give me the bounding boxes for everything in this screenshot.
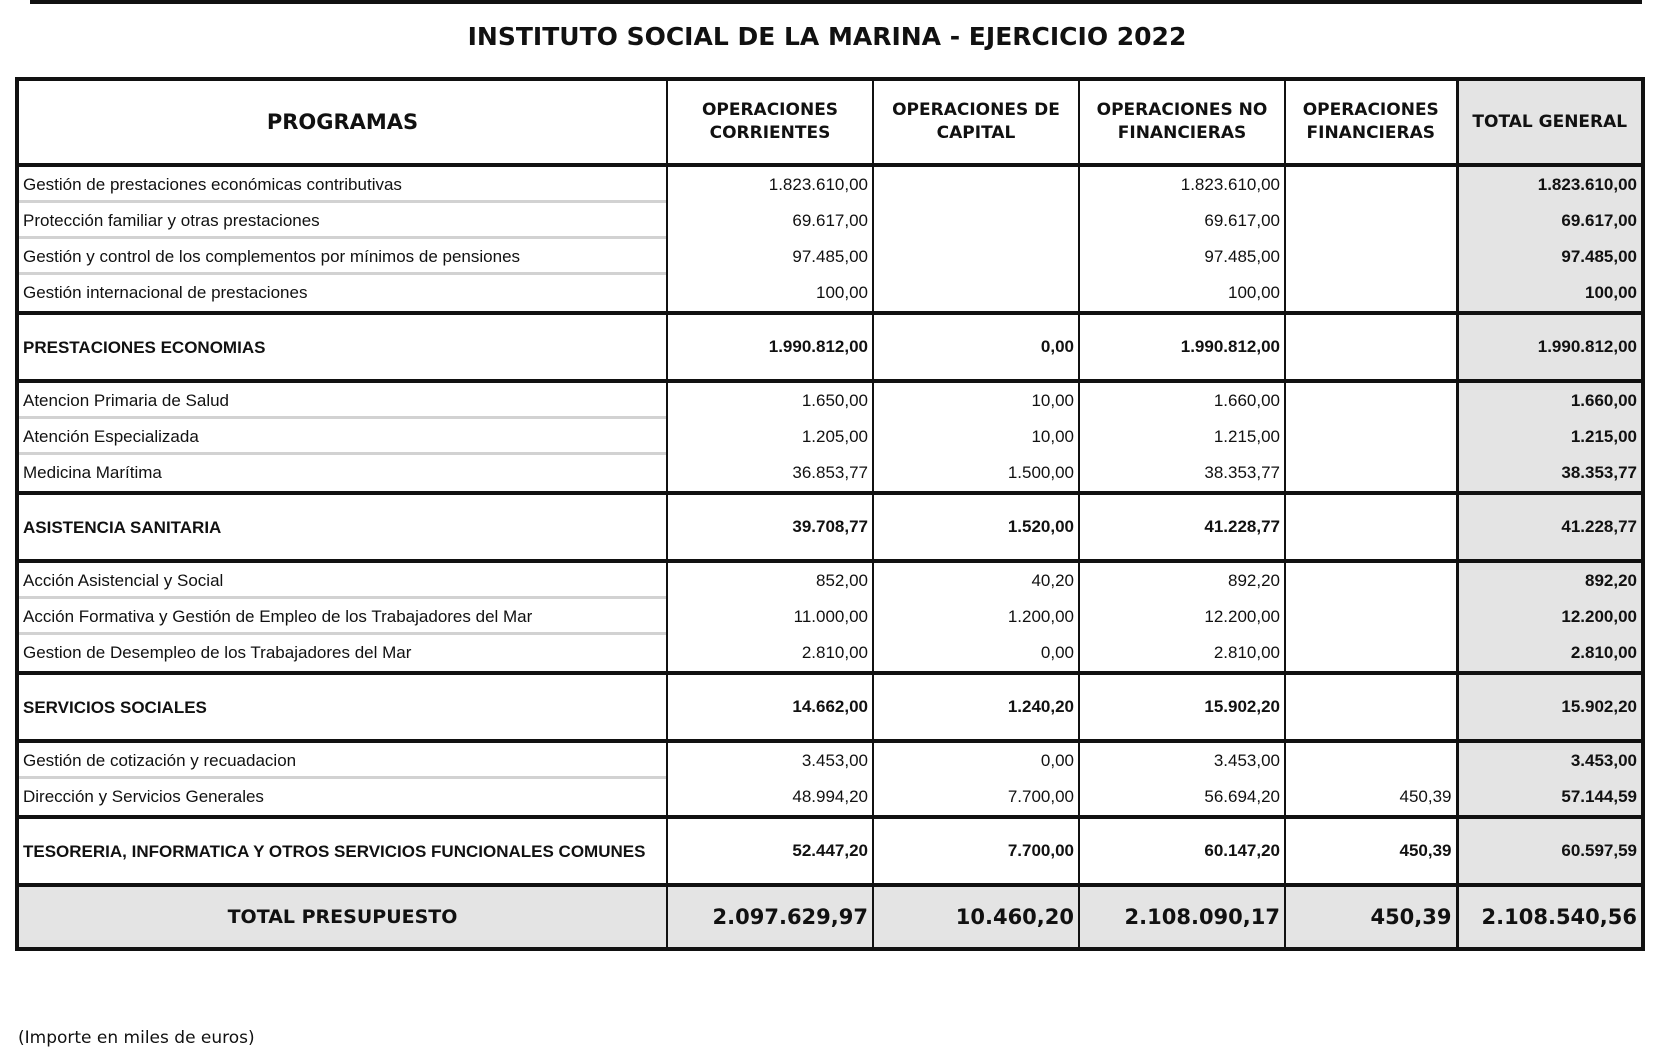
cell-corrientes: 2.097.629,97 — [667, 885, 873, 949]
cell-corrientes: 1.205,00 — [667, 419, 873, 455]
program-name: Gestión y control de los complementos por mínimos de pensiones — [17, 239, 667, 275]
budget-table — [15, 77, 1645, 951]
subtotal-row — [17, 817, 1643, 885]
cell-capital — [873, 165, 1079, 203]
cell-financieras — [1285, 419, 1457, 455]
cell-capital: 0,00 — [873, 313, 1079, 381]
program-name: TOTAL PRESUPUESTO — [17, 885, 667, 949]
header-corrientes: OPERACIONES CORRIENTES — [667, 79, 873, 165]
cell-no-financieras: 3.453,00 — [1079, 741, 1285, 779]
cell-no-financieras: 100,00 — [1079, 275, 1285, 313]
cell-corrientes: 852,00 — [667, 561, 873, 599]
program-name: Atencion Primaria de Salud — [17, 381, 667, 419]
cell-financieras — [1285, 561, 1457, 599]
cell-financieras — [1285, 165, 1457, 203]
cell-capital — [873, 239, 1079, 275]
cell-capital: 1.520,00 — [873, 493, 1079, 561]
top-rule — [30, 0, 1642, 4]
cell-financieras — [1285, 275, 1457, 313]
cell-total: 1.660,00 — [1457, 381, 1643, 419]
cell-financieras: 450,39 — [1285, 779, 1457, 817]
program-name: Atención Especializada — [17, 419, 667, 455]
program-name: ASISTENCIA SANITARIA — [17, 493, 667, 561]
subtotal-row — [17, 313, 1643, 381]
cell-total: 60.597,59 — [1457, 817, 1643, 885]
program-name: Medicina Marítima — [23, 463, 162, 482]
table-row — [17, 635, 1643, 673]
cell-no-financieras: 1.823.610,00 — [1079, 165, 1285, 203]
cell-total: 69.617,00 — [1457, 203, 1643, 239]
cell-total: 15.902,20 — [1457, 673, 1643, 741]
cell-no-financieras: 69.617,00 — [1079, 203, 1285, 239]
cell-corrientes: 1.823.610,00 — [667, 165, 873, 203]
cell-capital: 7.700,00 — [873, 817, 1079, 885]
header-no-financieras: OPERACIONES NO FINANCIERAS — [1079, 79, 1285, 165]
cell-financieras — [1285, 203, 1457, 239]
cell-total: 3.453,00 — [1457, 741, 1643, 779]
table-row — [17, 203, 1643, 239]
cell-corrientes: 1.990.812,00 — [667, 313, 873, 381]
cell-no-financieras: 2.108.090,17 — [1079, 885, 1285, 949]
cell-capital: 0,00 — [873, 741, 1079, 779]
cell-corrientes: 11.000,00 — [667, 599, 873, 635]
table-row — [17, 599, 1643, 635]
header-financieras: OPERACIONES FINANCIERAS — [1285, 79, 1457, 165]
header-programas: PROGRAMAS — [17, 79, 667, 165]
program-name: Acción Formativa y Gestión de Empleo de los Trabajadores del Mar — [17, 599, 667, 635]
cell-capital — [873, 203, 1079, 239]
table-row — [17, 741, 1643, 779]
program-name: Gestión de prestaciones económicas contributivas — [17, 165, 667, 203]
cell-financieras: 450,39 — [1285, 885, 1457, 949]
cell-total: 57.144,59 — [1457, 779, 1643, 817]
program-name: Protección familiar y otras prestaciones — [17, 203, 667, 239]
cell-total: 12.200,00 — [1457, 599, 1643, 635]
cell-financieras — [1285, 239, 1457, 275]
cell-total: 1.990.812,00 — [1457, 313, 1643, 381]
cell-capital: 10.460,20 — [873, 885, 1079, 949]
cell-capital: 1.500,00 — [873, 455, 1079, 493]
program-name: PRESTACIONES ECONOMIAS — [17, 313, 667, 381]
cell-capital: 10,00 — [873, 419, 1079, 455]
header-row — [17, 79, 1643, 165]
cell-corrientes: 2.810,00 — [667, 635, 873, 673]
cell-total: 41.228,77 — [1457, 493, 1643, 561]
program-name: TESORERIA, INFORMATICA Y OTROS SERVICIOS FUNCIONALES COMUNES — [17, 817, 667, 885]
cell-no-financieras: 2.810,00 — [1079, 635, 1285, 673]
cell-financieras — [1285, 741, 1457, 779]
cell-corrientes: 14.662,00 — [667, 673, 873, 741]
cell-capital: 40,20 — [873, 561, 1079, 599]
table-body — [17, 165, 1643, 949]
cell-capital: 7.700,00 — [873, 779, 1079, 817]
page-title: INSTITUTO SOCIAL DE LA MARINA - EJERCICIO 2022 — [467, 22, 1187, 51]
program-name: Gestion de Desempleo de los Trabajadores del Mar — [23, 643, 412, 662]
cell-financieras — [1285, 493, 1457, 561]
table-row — [17, 165, 1643, 203]
cell-capital — [873, 275, 1079, 313]
subtotal-row — [17, 493, 1643, 561]
cell-financieras — [1285, 381, 1457, 419]
cell-financieras — [1285, 313, 1457, 381]
cell-capital: 1.200,00 — [873, 599, 1079, 635]
program-name: Dirección y Servicios Generales — [23, 787, 264, 806]
cell-corrientes: 48.994,20 — [667, 779, 873, 817]
cell-no-financieras: 892,20 — [1079, 561, 1285, 599]
cell-total: 97.485,00 — [1457, 239, 1643, 275]
table-row — [17, 381, 1643, 419]
cell-corrientes: 97.485,00 — [667, 239, 873, 275]
cell-capital: 1.240,20 — [873, 673, 1079, 741]
cell-corrientes: 39.708,77 — [667, 493, 873, 561]
table-row — [17, 239, 1643, 275]
cell-corrientes: 3.453,00 — [667, 741, 873, 779]
cell-capital: 10,00 — [873, 381, 1079, 419]
program-name: Gestión de cotización y recuadacion — [17, 741, 667, 779]
cell-financieras — [1285, 635, 1457, 673]
cell-no-financieras: 38.353,77 — [1079, 455, 1285, 493]
cell-total: 1.215,00 — [1457, 419, 1643, 455]
subtotal-row — [17, 673, 1643, 741]
cell-financieras: 450,39 — [1285, 817, 1457, 885]
table-row — [17, 419, 1643, 455]
cell-no-financieras: 60.147,20 — [1079, 817, 1285, 885]
cell-corrientes: 1.650,00 — [667, 381, 873, 419]
table-row — [17, 779, 1643, 817]
cell-total: 2.108.540,56 — [1457, 885, 1643, 949]
cell-corrientes: 69.617,00 — [667, 203, 873, 239]
header-capital: OPERACIONES DE CAPITAL — [873, 79, 1079, 165]
cell-corrientes: 100,00 — [667, 275, 873, 313]
footnote: (Importe en miles de euros) — [18, 1028, 255, 1048]
cell-total: 38.353,77 — [1457, 455, 1643, 493]
cell-no-financieras: 12.200,00 — [1079, 599, 1285, 635]
cell-total: 2.810,00 — [1457, 635, 1643, 673]
cell-no-financieras: 15.902,20 — [1079, 673, 1285, 741]
cell-no-financieras: 97.485,00 — [1079, 239, 1285, 275]
cell-no-financieras: 1.660,00 — [1079, 381, 1285, 419]
cell-capital: 0,00 — [873, 635, 1079, 673]
cell-corrientes: 52.447,20 — [667, 817, 873, 885]
program-name: Gestión internacional de prestaciones — [23, 283, 308, 302]
cell-no-financieras: 1.215,00 — [1079, 419, 1285, 455]
cell-no-financieras: 1.990.812,00 — [1079, 313, 1285, 381]
table-row — [17, 275, 1643, 313]
cell-financieras — [1285, 673, 1457, 741]
cell-total: 892,20 — [1457, 561, 1643, 599]
program-name: Acción Asistencial y Social — [17, 561, 667, 599]
cell-financieras — [1285, 455, 1457, 493]
cell-corrientes: 36.853,77 — [667, 455, 873, 493]
table-row — [17, 561, 1643, 599]
header-total: TOTAL GENERAL — [1457, 79, 1643, 165]
grand-total-row — [17, 885, 1643, 949]
program-name: SERVICIOS SOCIALES — [17, 673, 667, 741]
cell-no-financieras: 56.694,20 — [1079, 779, 1285, 817]
cell-total: 100,00 — [1457, 275, 1643, 313]
cell-total: 1.823.610,00 — [1457, 165, 1643, 203]
cell-financieras — [1285, 599, 1457, 635]
table-row — [17, 455, 1643, 493]
cell-no-financieras: 41.228,77 — [1079, 493, 1285, 561]
